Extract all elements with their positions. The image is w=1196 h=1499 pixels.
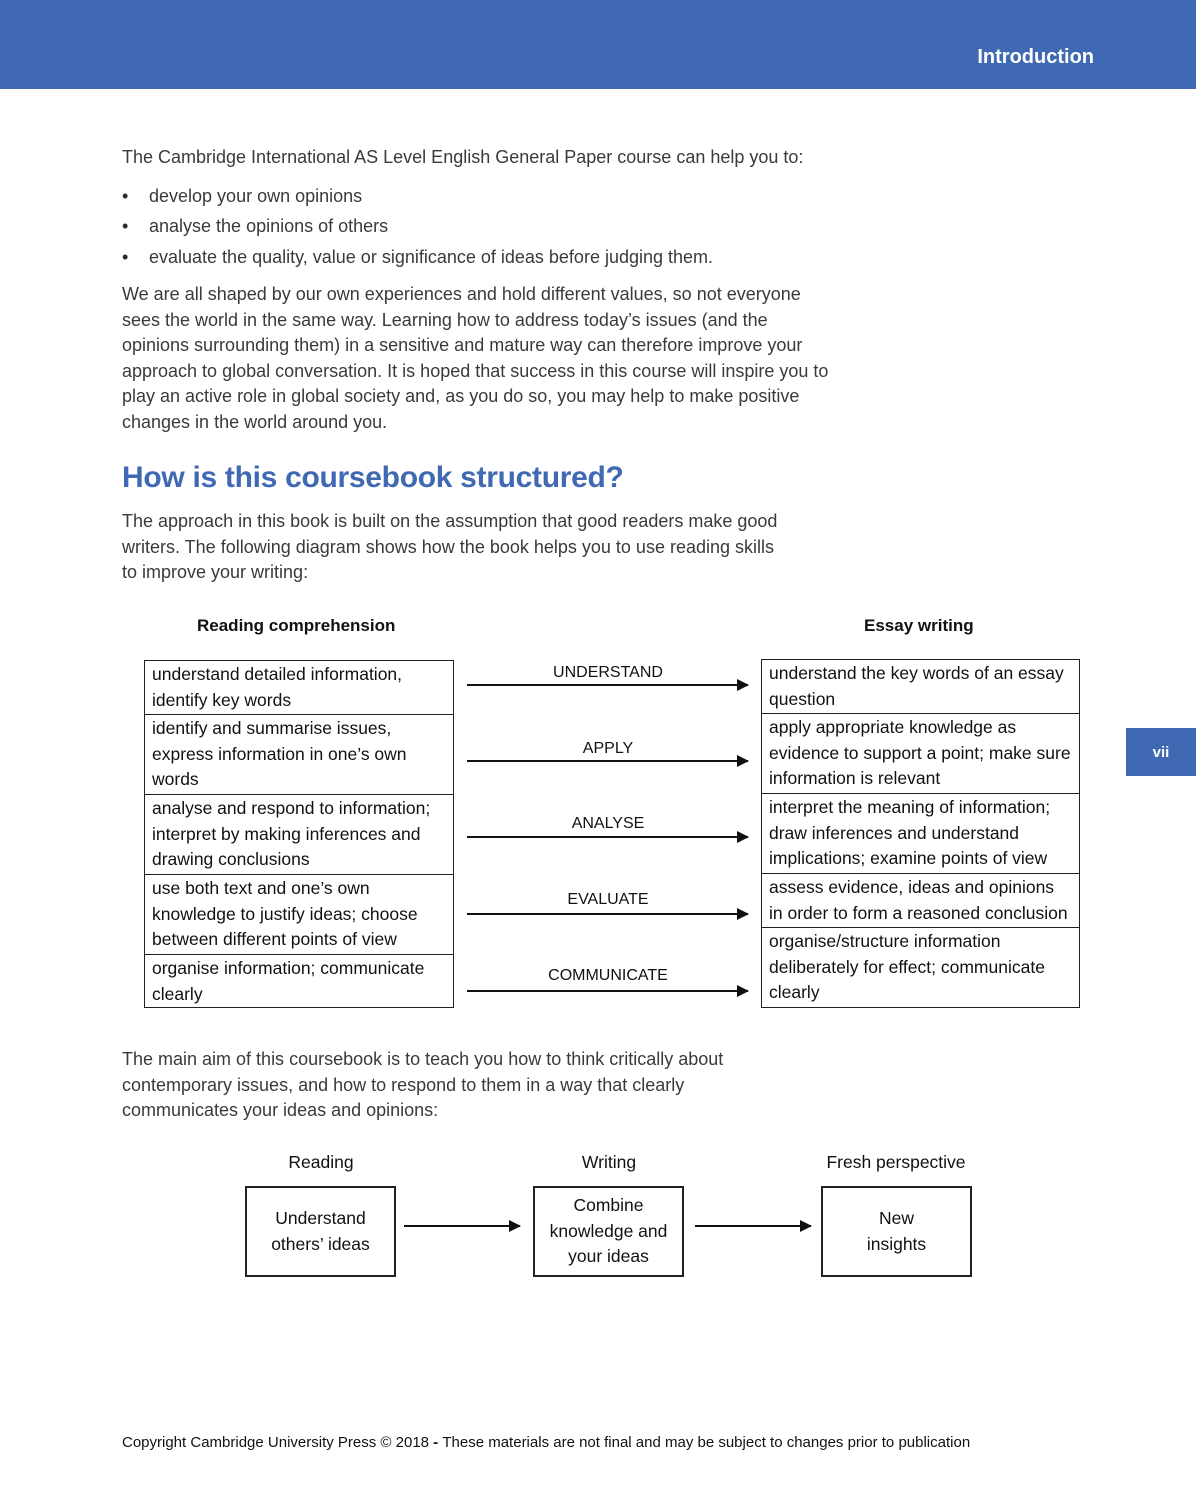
- flow-box-combine-text: Combine knowledge and your ideas: [549, 1195, 668, 1267]
- arrow-understand: [467, 684, 748, 686]
- list-item: • evaluate the quality, value or significance of ideas before judging them.: [122, 242, 842, 273]
- writing-box-analyse: interpret the meaning of information; draw inferences and understand implications; examine points of view: [761, 793, 1080, 874]
- reading-box-understand: understand detailed information, identify key words: [144, 660, 454, 715]
- arrow-apply: [467, 760, 748, 762]
- arrow-label-understand: UNDERSTAND: [553, 664, 663, 681]
- flow-box-understand: [245, 1186, 396, 1277]
- flow-box-new-insights: [821, 1186, 972, 1277]
- arrow-label-communicate: COMMUNICATE: [548, 967, 668, 984]
- left-column-heading: Reading comprehension: [197, 616, 396, 635]
- section-paragraph: The approach in this book is built on the assumption that good readers make good writers. The following diagram shows how the book helps you to use reading skills to improve your writing:: [122, 511, 778, 582]
- intro-paragraph: We are all shaped by our own experiences and hold different values, so not everyone sees the world in the same way. Learning how to address today’s issues (and the opinions surrounding them) in a sensitive and mature way can therefore improve your approach to global conversation. It is hoped that success in this course will inspire you to play an active role in global society and, as you do so, you may help to make positive changes in the world around you.: [122, 284, 829, 432]
- flow-arrow-1: [404, 1225, 520, 1227]
- footer: [122, 1434, 970, 1451]
- intro-section: [122, 145, 842, 435]
- flow-box-combine: [533, 1186, 684, 1277]
- writing-box-understand: understand the key words of an essay question: [761, 659, 1080, 714]
- header-bar: [0, 0, 1196, 89]
- writing-box-apply: apply appropriate knowledge as evidence to support a point; make sure information is relevant: [761, 713, 1080, 794]
- page-number-tab: vii: [1126, 728, 1196, 776]
- flow-label-reading: Reading: [288, 1152, 354, 1172]
- footer-separator: -: [429, 1434, 443, 1451]
- arrow-label-evaluate: EVALUATE: [567, 891, 649, 908]
- footer-copyright: Copyright Cambridge University Press © 2018: [122, 1434, 430, 1451]
- arrow-communicate: [467, 990, 748, 992]
- arrow-label-analyse: ANALYSE: [571, 815, 645, 832]
- reading-box-evaluate: use both text and one’s own knowledge to justify ideas; choose between different points of view: [144, 874, 454, 955]
- intro-lead: The Cambridge International AS Level English General Paper course can help you to:: [122, 147, 804, 167]
- flow-label-writing: Writing: [581, 1152, 637, 1172]
- section-heading: How is this coursebook structured?: [122, 461, 624, 494]
- list-item: • develop your own opinions: [122, 181, 842, 212]
- reading-box-analyse: analyse and respond to information; interpret by making inferences and drawing conclusions: [144, 794, 454, 875]
- arrow-label-apply: APPLY: [582, 740, 634, 757]
- arrow-analyse: [467, 836, 748, 838]
- reading-box-apply: identify and summarise issues, express information in one’s own words: [144, 714, 454, 795]
- reading-box-communicate: organise information; communicate clearly: [144, 954, 454, 1008]
- arrow-evaluate: [467, 913, 748, 915]
- footer-note: These materials are not final and may be subject to changes prior to publication: [442, 1434, 971, 1451]
- intro-bullet-list: [122, 181, 842, 273]
- flow-arrow-2: [695, 1225, 811, 1227]
- writing-box-evaluate: assess evidence, ideas and opinions in order to form a reasoned conclusion: [761, 873, 1080, 928]
- flow-box-understand-text: Understand others’ ideas: [271, 1208, 370, 1254]
- flow-box-new-insights-text: New insights: [866, 1208, 927, 1254]
- aim-paragraph: The main aim of this coursebook is to teach you how to think critically about contemporary issues, and how to respond to them in a way that clearly communicates your ideas and opinions:: [122, 1049, 724, 1120]
- list-item: • analyse the opinions of others: [122, 211, 842, 242]
- writing-box-communicate: organise/structure information deliberately for effect; communicate clearly: [761, 927, 1080, 1008]
- right-column-heading: Essay writing: [864, 616, 974, 635]
- section-title: Introduction: [977, 46, 1094, 68]
- flow-label-fresh-perspective: Fresh perspective: [826, 1152, 966, 1172]
